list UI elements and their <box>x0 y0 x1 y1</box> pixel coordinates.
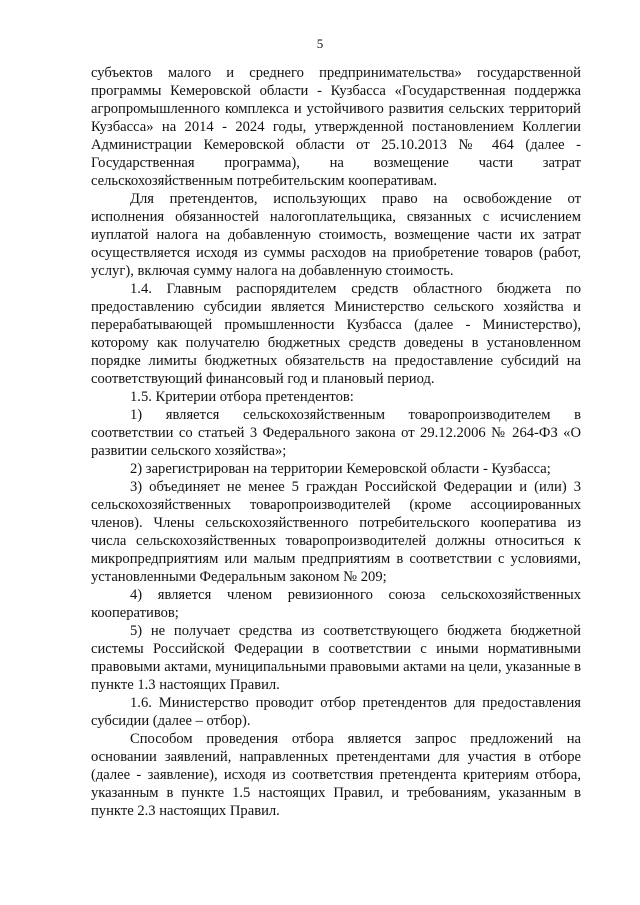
paragraph-9: 5) не получает средства из соответствующего бюджета бюджетной системы Российской Федерации в соответствии с иными нормативными правовыми актами, муниципальными правовыми актами на цели, указанные в пункте 1.3 настоящих Правил. <box>91 623 581 693</box>
page-number: 5 <box>316 36 324 51</box>
document-body <box>91 64 581 820</box>
paragraph-7: 3) объединяет не менее 5 граждан Российской Федерации и (или) 3 сельскохозяйственных товаропроизводителей (кроме ассоциированных членов). Члены сельскохозяйственного потребительского кооператива из числа сельскохозяйственных товаропроизводителей должны относиться к микропредприятиям или малым предприятиям в соответствии с условиями, установленными Федеральным законом № 209; <box>91 479 581 585</box>
paragraph-5: 1) является сельскохозяйственным товаропроизводителем в соответствии со статьей 3 Федерального закона от 29.12.2006 № 264-ФЗ «О развитии сельского хозяйства»; <box>91 407 581 459</box>
paragraph-6: 2) зарегистрирован на территории Кемеровской области - Кузбасса; <box>130 461 551 477</box>
paragraph-2: Для претендентов, использующих право на освобождение от исполнения обязанностей налогоплательщика, связанных с исчислением иуплатой налога на добавленную стоимость, возмещение части их затрат осуществляется исходя из суммы расходов на приобретение товаров (работ, услуг), включая сумму налога на добавленную стоимость. <box>91 191 581 279</box>
paragraph-4: 1.5. Критерии отбора претендентов: <box>130 389 354 405</box>
paragraph-1: субъектов малого и среднего предпринимательства» государственной программы Кемеровской области - Кузбасса «Государственная поддержка агропромышленного комплекса и устойчивого развития сельских территорий Кузбасса» на 2014 - 2024 годы, утвержденной постановлением Коллегии Администрации Кемеровской области от 25.10.2013 № 464 (далее - Государственная программа), на возмещение части затрат сельскохозяйственным потребительским кооперативам. <box>91 65 581 189</box>
paragraph-8: 4) является членом ревизионного союза сельскохозяйственных кооперативов; <box>91 587 581 621</box>
paragraph-10: 1.6. Министерство проводит отбор претендентов для предоставления субсидии (далее – отбор). <box>91 695 581 729</box>
paragraph-3: 1.4. Главным распорядителем средств областного бюджета по предоставлению субсидии является Министерство сельского хозяйства и перерабатывающей промышленности Кузбасса (далее - Министерство), которому как получателю бюджетных средств доведены в установленном порядке лимиты бюджетных обязательств на предоставление субсидий на соответствующий финансовый год и плановый период. <box>91 281 581 387</box>
paragraph-11: Способом проведения отбора является запрос предложений на основании заявлений, направленных претендентами для участия в отборе (далее - заявление), исходя из соответствия претендента критериям отбора, указанным в пункте 1.5 настоящих Правил, и требованиям, указанным в пункте 2.3 настоящих Правил. <box>91 731 581 819</box>
